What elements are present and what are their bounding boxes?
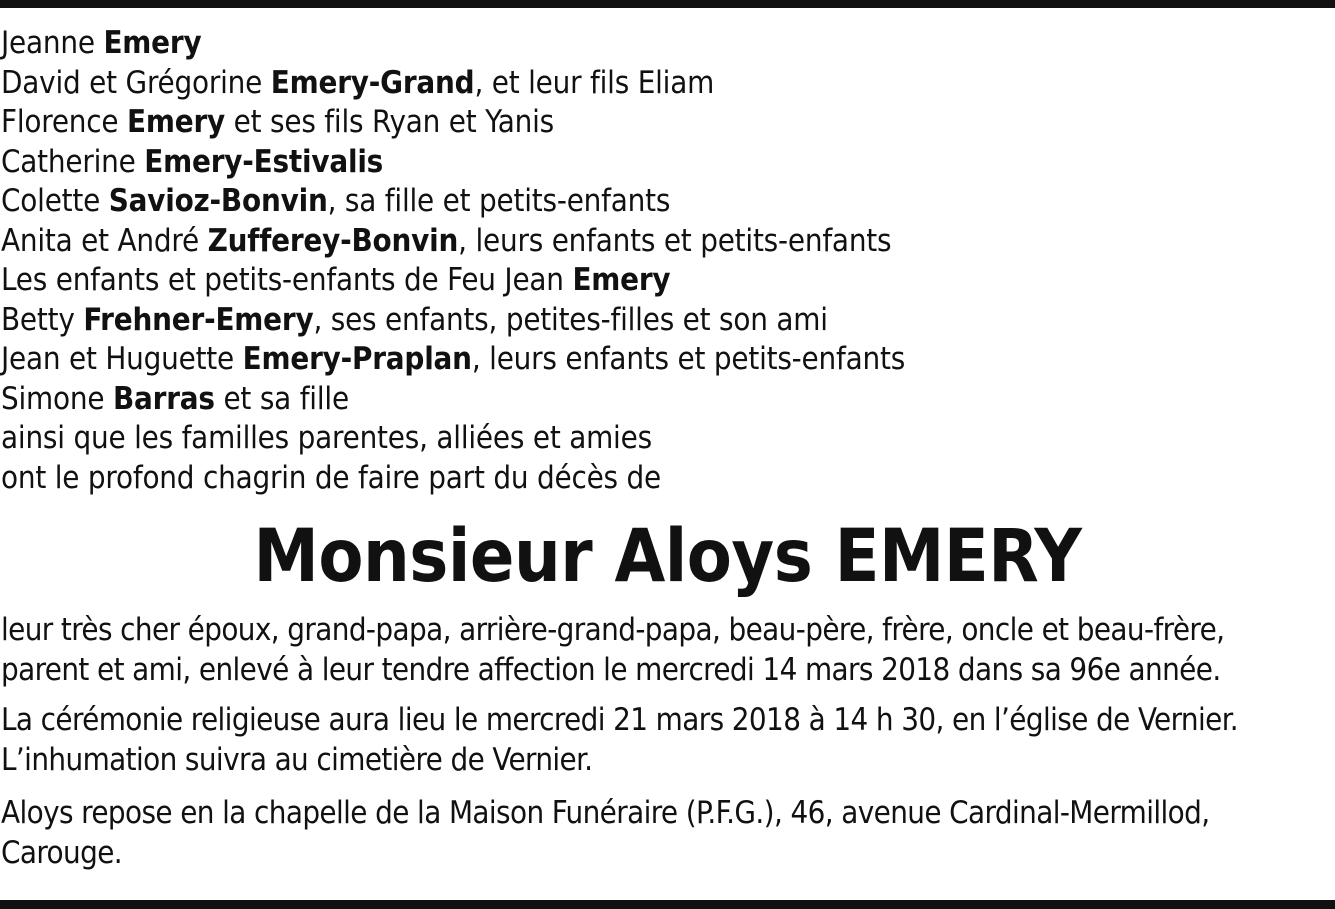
paragraph-line: parent et ami, enlevé à leur tendre affection le mercredi 14 mars 2018 dans sa 96e année. [1, 651, 1221, 688]
family-line-text: et ses fils Ryan et Yanis [225, 104, 554, 140]
family-line [1, 143, 1331, 183]
family-surname: Emery-Estivalis [144, 143, 384, 180]
family-line [1, 301, 1331, 341]
family-surname: Barras [113, 380, 215, 417]
family-list [1, 24, 1331, 498]
family-line [1, 340, 1331, 380]
repose-paragraph [1, 794, 1331, 873]
family-line [1, 24, 1331, 64]
family-line-text: Colette [1, 183, 109, 219]
family-surname: Zufferey-Bonvin [207, 222, 459, 259]
family-line [1, 64, 1331, 104]
family-surname: Savioz-Bonvin [108, 183, 328, 219]
paragraph-line: Aloys repose en la chapelle de la Maison Funéraire (P.F.G.), 46, avenue Cardinal-Mermillod, [1, 795, 1210, 831]
family-line-text: ont le profond chagrin de faire part du décès de [1, 459, 662, 496]
family-line-text: Florence [1, 104, 128, 140]
family-line-text: Simone [1, 380, 113, 417]
family-line-text: , leurs enfants et petits-enfants [471, 341, 906, 377]
family-line-text: , sa fille et petits-enfants [327, 183, 671, 219]
family-line-text: Jean et Huguette [1, 341, 243, 377]
family-line [1, 222, 1331, 262]
family-line [1, 459, 1331, 499]
paragraph-line: L’inhumation suivra au cimetière de Vernier. [1, 741, 593, 778]
relation-paragraph [1, 611, 1331, 690]
family-surname: Emery [127, 104, 226, 140]
family-line-text: , ses enfants, petites-filles et son ami [313, 301, 828, 338]
family-line-text: Catherine [1, 143, 145, 180]
family-surname: Emery [572, 262, 671, 298]
deceased-name-heading: Monsieur Aloys EMERY [253, 514, 1082, 599]
family-line [1, 261, 1331, 301]
family-line-text: , leurs enfants et petits-enfants [458, 222, 892, 259]
family-line [1, 380, 1331, 420]
family-line-text: Betty [1, 301, 84, 338]
family-line-text: Anita et André [1, 222, 208, 259]
family-line-text: et sa fille [214, 380, 349, 417]
family-surname: Emery [103, 25, 202, 61]
family-line [1, 103, 1331, 143]
family-line [1, 182, 1331, 222]
ceremony-paragraph [1, 701, 1331, 780]
family-surname: Frehner-Emery [83, 301, 314, 338]
top-border-rule [0, 0, 1335, 8]
paragraph-line: La cérémonie religieuse aura lieu le mercredi 21 mars 2018 à 14 h 30, en l’église de Vernier. [1, 702, 1238, 738]
family-surname: Emery-Praplan [242, 341, 472, 377]
paragraph-line: Carouge. [1, 834, 123, 871]
bottom-border-rule [0, 900, 1335, 909]
family-line-text: David et Grégorine [1, 64, 271, 101]
paragraph-line: leur très cher époux, grand-papa, arrière-grand-papa, beau-père, frère, oncle et beau-frère, [1, 612, 1225, 648]
family-line [1, 419, 1331, 459]
family-line-text: , et leur fils Eliam [474, 64, 715, 101]
family-surname: Emery-Grand [270, 64, 475, 101]
family-line-text: ainsi que les familles parentes, alliées et amies [1, 420, 652, 456]
family-line-text: Les enfants et petits-enfants de Feu Jean [1, 262, 573, 298]
family-line-text: Jeanne [1, 25, 104, 61]
